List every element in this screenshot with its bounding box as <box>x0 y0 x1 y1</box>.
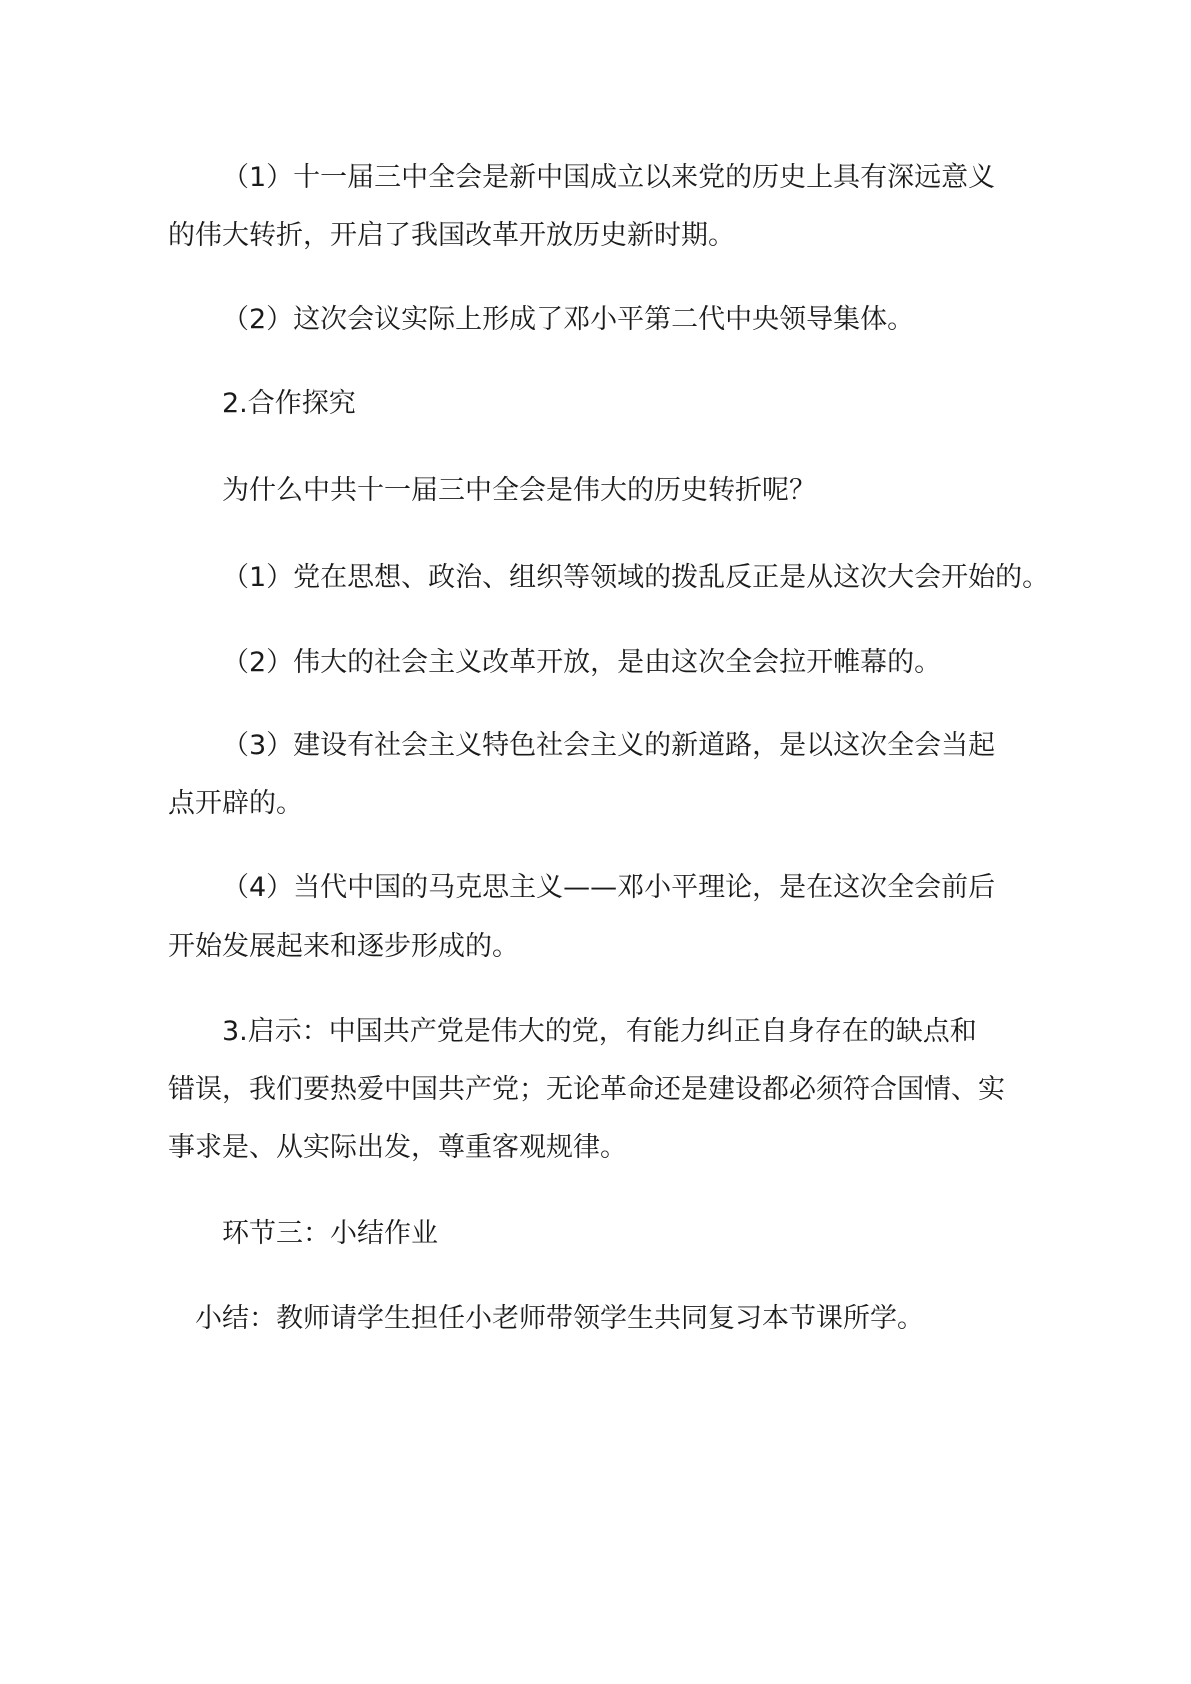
summary-text: 小结：教师请学生担任小老师带领学生共同复习本节课所学。 <box>195 1303 924 1334</box>
section-heading-cooperative-inquiry: 2.合作探究 <box>222 388 356 419</box>
answer-item-3-line-1: （3）建设有社会主义特色社会主义的新道路，是以这次全会当起 <box>222 730 996 761</box>
paragraph-1-line-1: （1）十一届三中全会是新中国成立以来党的历史上具有深远意义 <box>222 162 996 193</box>
answer-item-1: （1）党在思想、政治、组织等领域的拨乱反正是从这次大会开始的。 <box>222 562 1050 593</box>
answer-item-4-line-2: 开始发展起来和逐步形成的。 <box>168 931 519 962</box>
insight-line-1: 3.启示：中国共产党是伟大的党，有能力纠正自身存在的缺点和 <box>222 1016 977 1047</box>
answer-item-3-line-2: 点开辟的。 <box>168 788 303 819</box>
insight-line-2: 错误，我们要热爱中国共产党；无论革命还是建设都必须符合国情、实 <box>168 1074 1005 1105</box>
section-heading-summary-homework: 环节三：小结作业 <box>222 1218 438 1249</box>
question-text: 为什么中共十一届三中全会是伟大的历史转折呢？ <box>222 475 816 506</box>
answer-item-2: （2）伟大的社会主义改革开放，是由这次全会拉开帷幕的。 <box>222 647 942 678</box>
insight-line-3: 事求是、从实际出发，尊重客观规律。 <box>168 1132 627 1163</box>
paragraph-1-line-2: 的伟大转折，开启了我国改革开放历史新时期。 <box>168 220 735 251</box>
answer-item-4-line-1: （4）当代中国的马克思主义——邓小平理论，是在这次全会前后 <box>222 872 996 903</box>
paragraph-2: （2）这次会议实际上形成了邓小平第二代中央领导集体。 <box>222 304 915 335</box>
